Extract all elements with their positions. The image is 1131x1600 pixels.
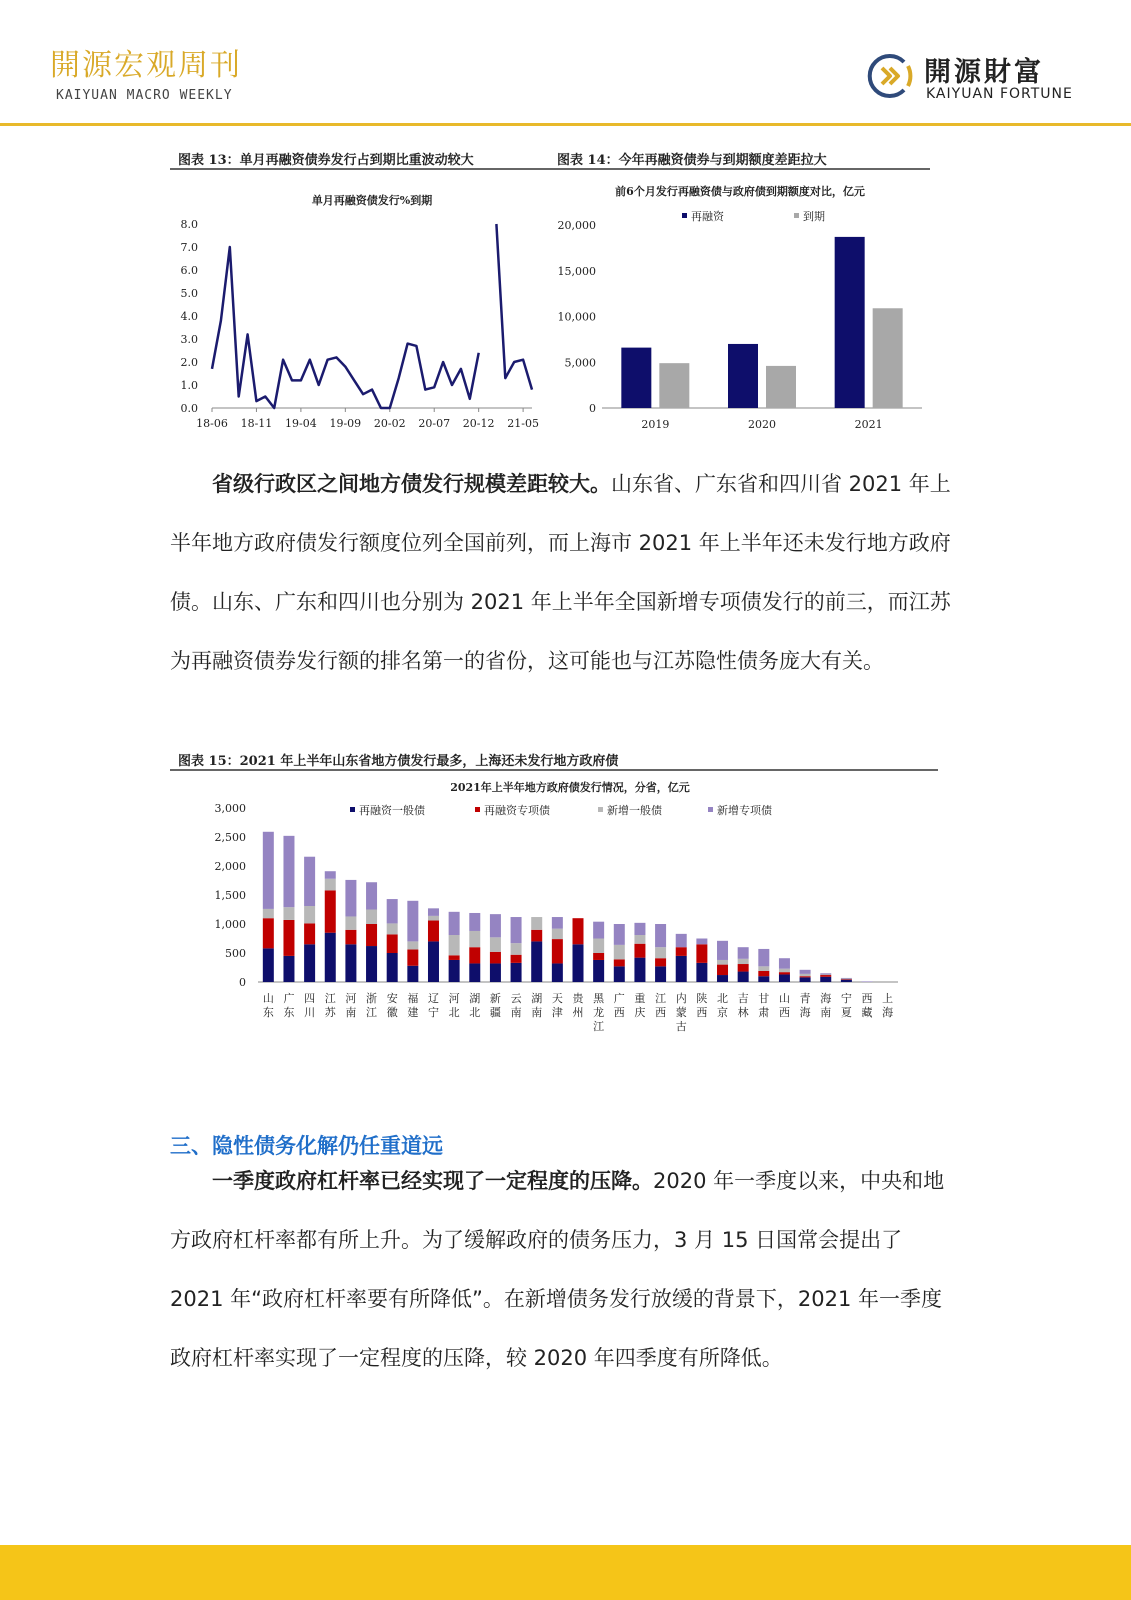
chart15-bar-segment <box>593 960 604 982</box>
chart15-bar-segment <box>800 974 811 976</box>
chart15-bar-segment <box>490 914 501 937</box>
chart15-bar-segment <box>593 939 604 954</box>
chart14-y-tick: 5,000 <box>564 356 596 370</box>
chart13-y-tick: 7.0 <box>180 241 198 254</box>
chart15-bar-segment <box>655 924 666 947</box>
chart14-legend-label: 再融资 <box>691 210 724 223</box>
chart15-bar-segment <box>407 966 418 982</box>
chart15-bar-segment <box>345 916 356 929</box>
chart-refinance-vs-maturity <box>552 178 930 440</box>
chart15-bar-segment <box>758 971 769 976</box>
chart15-bar-segment <box>841 980 852 982</box>
chart15-bar-segment <box>738 947 749 959</box>
chart15-legend-swatch <box>598 807 603 812</box>
chart15-x-tick: 贵州 <box>572 992 584 1019</box>
chart15-x-tick: 福建 <box>407 992 419 1019</box>
chart15-x-tick: 海南 <box>820 992 832 1019</box>
chart15-bar-segment <box>511 943 522 955</box>
chart15-bar-segment <box>387 899 398 923</box>
logo-en-text: KAIYUAN FORTUNE <box>926 86 1073 102</box>
chart15-x-tick: 上海 <box>882 992 894 1019</box>
chart15-x-tick: 新疆 <box>489 992 501 1019</box>
chart15-bar-segment <box>841 979 852 980</box>
chart15-bar-segment <box>428 916 439 921</box>
chart15-x-tick: 重庆 <box>634 992 646 1019</box>
paragraph-lead: 一季度政府杠杆率已经实现了一定程度的压降。 <box>212 1169 653 1193</box>
chart15-bar-segment <box>717 941 728 960</box>
chart13-y-tick: 1.0 <box>180 379 198 392</box>
chart14-bar-refinance <box>728 344 758 408</box>
paragraph-leverage <box>170 1152 960 1388</box>
chart15-legend-label: 新增一般债 <box>607 804 662 817</box>
chart15-bar-segment <box>366 882 377 909</box>
chart15-bar-segment <box>552 929 563 939</box>
chart15-x-tick: 辽宁 <box>427 992 439 1019</box>
chart15-bar-segment <box>862 981 873 982</box>
chart15-bar-segment <box>738 964 749 972</box>
chart13-series-line <box>496 224 532 390</box>
chart14-title: 前6个月发行再融资债与政府债到期额度对比，亿元 <box>615 185 865 198</box>
chart15-bar-segment <box>614 924 625 945</box>
chart-refinance-ratio <box>170 178 550 440</box>
chart15-x-tick: 天津 <box>551 992 563 1019</box>
chart15-bar-segment <box>676 934 687 947</box>
chart15-bar-segment <box>614 959 625 966</box>
chart14-x-tick: 2019 <box>641 418 670 431</box>
chart15-bar-segment <box>655 966 666 982</box>
chart13-x-tick: 20-12 <box>462 417 495 430</box>
chart15-bar-segment <box>655 958 666 966</box>
chart15-bar-segment <box>263 832 274 909</box>
chart15-bar-segment <box>573 944 584 982</box>
chart15-bar-segment <box>820 974 831 975</box>
chart15-bar-segment <box>696 944 707 963</box>
chart15-x-tick: 江苏 <box>324 992 336 1019</box>
chart15-x-tick: 江西 <box>655 992 667 1019</box>
chart15-bar-segment <box>573 918 584 944</box>
chart15-y-tick: 0 <box>239 976 246 989</box>
chart15-bar-segment <box>345 880 356 917</box>
chart14-legend-label: 到期 <box>803 210 825 223</box>
fig15-title: 图表 15：2021 年上半年山东省地方债发行最多，上海还未发行地方政府债 <box>178 754 619 769</box>
chart15-bar-segment <box>696 939 707 945</box>
chart15-x-tick: 云南 <box>510 992 522 1019</box>
chart15-bar-segment <box>655 947 666 958</box>
chart15-bar-segment <box>325 871 336 879</box>
chart15-bar-segment <box>758 976 769 982</box>
fig13-title: 图表 13：单月再融资债券发行占到期比重波动较大 <box>178 153 474 168</box>
chart15-bar-segment <box>304 857 315 906</box>
chart15-y-tick: 1,500 <box>214 889 246 902</box>
chart15-bar-segment <box>428 921 439 942</box>
chart13-y-tick: 8.0 <box>180 218 198 231</box>
chart15-bar-segment <box>449 912 460 935</box>
chart13-x-tick: 19-04 <box>285 417 317 430</box>
chart15-bar-segment <box>820 977 831 982</box>
chart13-x-tick: 18-06 <box>196 417 228 430</box>
chart14-legend-swatch <box>682 213 687 218</box>
chart13-y-tick: 5.0 <box>180 287 198 300</box>
chart15-bar-segment <box>717 975 728 982</box>
chart13-x-tick: 19-09 <box>329 417 362 430</box>
chart15-x-tick: 陕西 <box>696 992 708 1019</box>
chart15-bar-segment <box>531 930 542 942</box>
chart15-y-tick: 500 <box>225 947 246 960</box>
chart15-bar-segment <box>820 975 831 977</box>
chart15-x-tick: 北京 <box>717 992 729 1019</box>
chart15-bar-segment <box>283 907 294 920</box>
chart15-bar-segment <box>263 909 274 918</box>
chart15-bar-segment <box>634 923 645 935</box>
chart15-bar-segment <box>387 934 398 953</box>
chart15-bar-segment <box>634 935 645 944</box>
chart15-bar-segment <box>469 963 480 982</box>
chart15-y-tick: 2,000 <box>214 860 246 873</box>
chart15-x-tick: 湖南 <box>531 992 543 1019</box>
chart15-bar-segment <box>283 836 294 907</box>
chart15-y-tick: 2,500 <box>214 831 246 844</box>
chart15-bar-segment <box>428 941 439 982</box>
fig14-title: 图表 14：今年再融资债券与到期额度差距拉大 <box>557 153 827 168</box>
chart14-x-tick: 2021 <box>854 418 883 431</box>
chart15-bar-segment <box>758 966 769 971</box>
chart15-bar-segment <box>449 955 460 960</box>
chart13-x-tick: 21-05 <box>507 417 539 430</box>
chart15-bar-segment <box>634 944 645 958</box>
chart15-legend-swatch <box>708 807 713 812</box>
chart15-bar-segment <box>325 879 336 891</box>
chart15-bar-segment <box>511 963 522 982</box>
header-subtitle: KAIYUAN MACRO WEEKLY <box>56 88 233 103</box>
chart13-series-line <box>212 247 479 408</box>
chart15-x-tick: 山西 <box>778 992 790 1019</box>
chart15-bar-segment <box>345 944 356 982</box>
chart15-bar-segment <box>738 972 749 982</box>
chart13-y-tick: 0.0 <box>180 402 198 415</box>
chart14-y-tick: 20,000 <box>557 219 596 232</box>
chart15-bar-segment <box>469 947 480 963</box>
chart15-bar-segment <box>717 965 728 975</box>
chart15-bar-segment <box>511 917 522 943</box>
chart15-x-tick: 宁夏 <box>840 992 852 1019</box>
chart13-x-tick: 18-11 <box>240 417 273 430</box>
chart15-bar-segment <box>490 963 501 982</box>
chart15-bar-segment <box>552 939 563 963</box>
chart15-bar-segment <box>717 960 728 965</box>
chart-provincial-issuance <box>170 774 938 1036</box>
header-divider <box>0 123 1131 126</box>
paragraph-provincial-gap <box>170 455 960 691</box>
chart15-x-tick: 山东 <box>262 992 274 1019</box>
chart15-bar-segment <box>428 908 439 916</box>
chart14-y-tick: 10,000 <box>557 310 596 324</box>
chart15-legend-label: 再融资一般债 <box>359 804 425 817</box>
chart15-bar-segment <box>779 969 790 972</box>
chart13-x-tick: 20-07 <box>418 417 451 430</box>
chart14-y-tick: 15,000 <box>557 264 596 278</box>
chart15-bar-segment <box>552 917 563 929</box>
chart15-legend-label: 新增专项债 <box>717 804 772 817</box>
chart13-y-tick: 3.0 <box>180 333 198 346</box>
chart15-bar-segment <box>387 953 398 982</box>
chart15-bar-segment <box>263 948 274 982</box>
chart15-bar-segment <box>531 941 542 982</box>
chart13-y-tick: 2.0 <box>180 356 198 369</box>
chart15-x-tick: 广东 <box>283 992 295 1019</box>
chart14-bar-refinance <box>621 348 651 408</box>
chart14-bar-maturity <box>766 366 796 408</box>
chart15-bar-segment <box>614 966 625 982</box>
fig15-rule <box>170 769 938 771</box>
chart14-y-tick: 0 <box>589 402 596 415</box>
chart15-bar-segment <box>325 890 336 932</box>
chart13-x-tick: 20-02 <box>373 417 406 430</box>
chart15-x-tick: 河北 <box>448 992 460 1019</box>
chart15-bar-segment <box>407 901 418 942</box>
chart15-bar-segment <box>676 947 687 956</box>
kaiyuan-logo-icon <box>866 52 914 100</box>
chart15-x-tick: 安徽 <box>386 992 398 1019</box>
chart15-bar-segment <box>490 937 501 952</box>
chart15-x-tick: 广西 <box>613 992 625 1019</box>
chart15-bar-segment <box>800 977 811 982</box>
chart13-title: 单月再融资债发行%到期 <box>311 194 433 207</box>
chart15-bar-segment <box>283 956 294 982</box>
chart15-x-tick: 河南 <box>345 992 357 1019</box>
chart15-bar-segment <box>820 973 831 974</box>
fig13-14-rule <box>170 168 930 170</box>
footer-bar <box>0 1545 1131 1600</box>
logo-cn-text: 開源財富 <box>924 57 1044 88</box>
chart14-bar-maturity <box>873 308 903 408</box>
chart14-x-tick: 2020 <box>748 418 776 431</box>
paragraph-lead: 省级行政区之间地方债发行规模差距较大。 <box>212 472 611 496</box>
chart15-bar-segment <box>263 918 274 948</box>
chart15-bar-segment <box>593 953 604 960</box>
chart15-bar-segment <box>593 922 604 939</box>
section-title: 三、隐性债务化解仍任重道远 <box>170 1134 443 1158</box>
chart15-bar-segment <box>366 946 377 982</box>
chart15-x-tick: 四川 <box>304 992 316 1019</box>
chart15-title: 2021年上半年地方政府债发行情况，分省，亿元 <box>450 781 690 794</box>
chart15-bar-segment <box>841 978 852 979</box>
header-title: 開源宏观周刊 <box>50 48 242 83</box>
chart15-x-tick: 内蒙古 <box>675 992 687 1033</box>
chart15-legend-swatch <box>350 807 355 812</box>
chart14-bar-refinance <box>835 237 865 408</box>
chart15-bar-segment <box>325 933 336 982</box>
paragraph-body: 2020 年一季度以来，中央和地方政府杠杆率都有所上升。为了缓解政府的债务压力，3 月 15 日国常会提出了 2021 年“政府杠杆率要有所降低”。在新增债务发行放缓的背景下，2021 年一季度政府杠杆率实现了一定程度的压降，较 2020 年四季度有所降低。 <box>170 1169 945 1370</box>
chart15-bar-segment <box>614 945 625 960</box>
chart15-y-tick: 1,000 <box>214 918 246 931</box>
chart15-x-tick: 湖北 <box>469 992 481 1019</box>
chart15-bar-segment <box>366 910 377 925</box>
chart13-y-tick: 6.0 <box>180 264 198 277</box>
chart15-bar-segment <box>304 906 315 923</box>
chart15-bar-segment <box>676 956 687 982</box>
chart15-bar-segment <box>511 955 522 963</box>
chart15-bar-segment <box>531 917 542 930</box>
paragraph-body: 山东省、广东省和四川省 2021 年上半年地方政府债发行额度位列全国前列，而上海市 2021 年上半年还未发行地方政府债。山东、广东和四川也分别为 2021 年上半年全国新增专项债发行的前三，而江苏为再融资债券发行额的排名第一的省份，这可能也与江苏隐性债务庞大有关。 <box>170 472 951 673</box>
chart14-legend-swatch <box>794 213 799 218</box>
chart15-legend-label: 再融资专项债 <box>484 804 550 817</box>
chart15-bar-segment <box>779 974 790 982</box>
chart15-bar-segment <box>345 930 356 945</box>
chart15-x-tick: 甘肃 <box>758 992 770 1019</box>
chart13-y-tick: 4.0 <box>180 310 198 323</box>
chart15-bar-segment <box>800 970 811 974</box>
chart15-bar-segment <box>841 979 852 980</box>
chart15-x-tick: 青海 <box>799 992 811 1019</box>
chart15-bar-segment <box>758 949 769 966</box>
chart15-bar-segment <box>304 944 315 982</box>
chart15-bar-segment <box>800 976 811 977</box>
chart15-bar-segment <box>449 960 460 982</box>
chart15-bar-segment <box>779 958 790 968</box>
chart14-bar-maturity <box>659 363 689 408</box>
chart15-bar-segment <box>469 931 480 947</box>
chart15-bar-segment <box>490 952 501 964</box>
chart15-x-tick: 浙江 <box>366 992 378 1019</box>
chart15-bar-segment <box>407 941 418 949</box>
chart15-bar-segment <box>366 924 377 946</box>
chart15-bar-segment <box>738 959 749 964</box>
chart15-bar-segment <box>469 913 480 931</box>
chart15-bar-segment <box>696 963 707 982</box>
chart15-x-tick: 黑龙江 <box>593 992 605 1033</box>
chart15-legend-swatch <box>475 807 480 812</box>
chart15-bar-segment <box>634 958 645 982</box>
chart15-bar-segment <box>552 963 563 982</box>
chart15-x-tick: 吉林 <box>737 992 749 1019</box>
chart15-bar-segment <box>387 923 398 934</box>
chart15-bar-segment <box>407 950 418 966</box>
chart15-y-tick: 3,000 <box>214 802 246 815</box>
chart15-bar-segment <box>304 923 315 944</box>
chart15-x-tick: 西藏 <box>861 992 873 1019</box>
chart15-bar-segment <box>283 920 294 956</box>
chart15-bar-segment <box>449 935 460 955</box>
chart15-bar-segment <box>779 972 790 974</box>
